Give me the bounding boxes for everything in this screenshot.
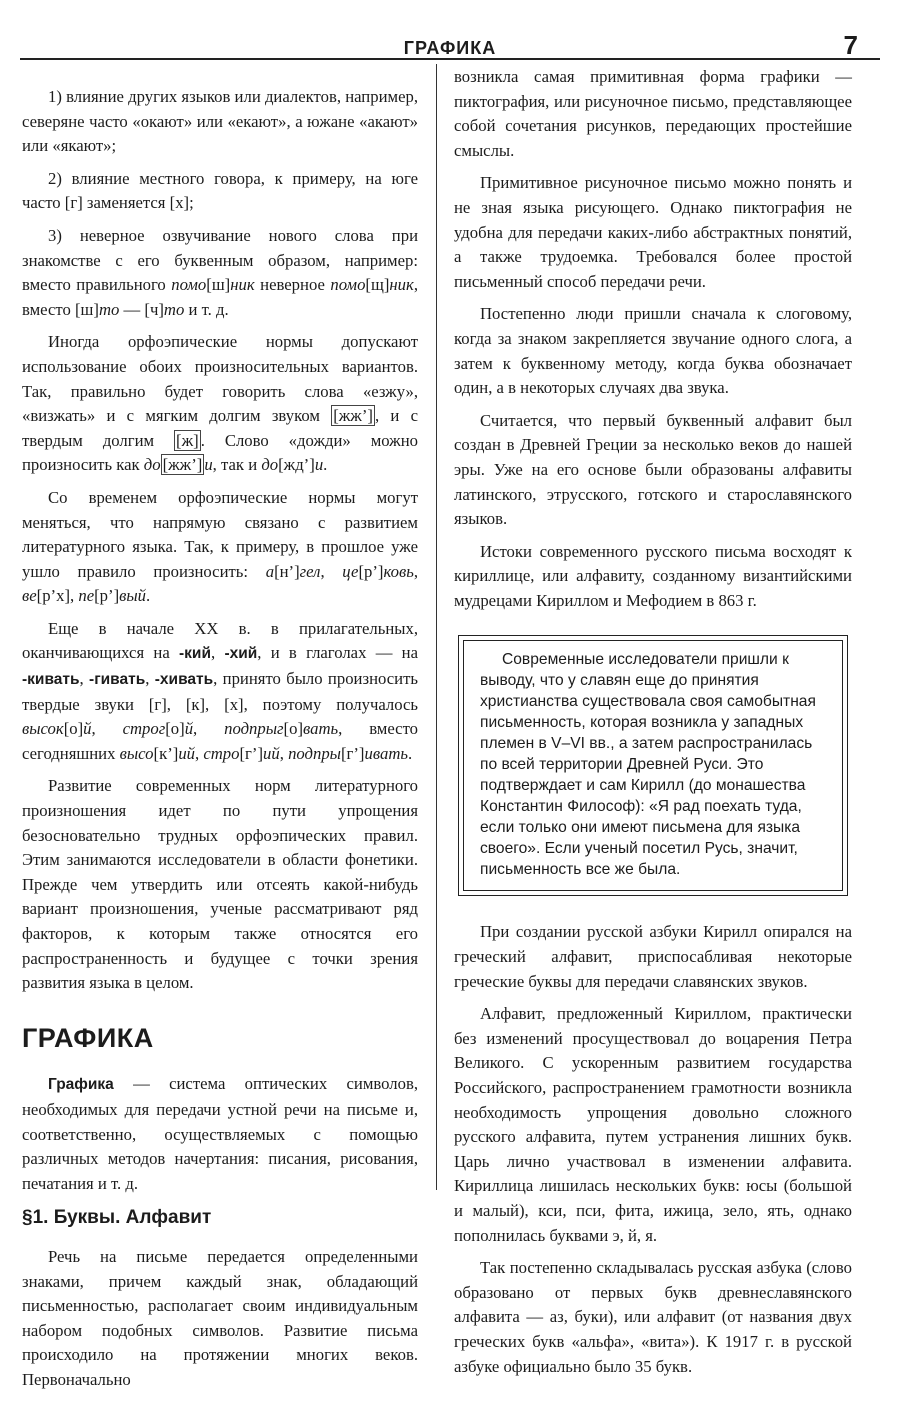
subsection-heading: §1. Буквы. Алфавит (22, 1207, 212, 1229)
paragraph: Примитивное рисуночное письмо можно понять и не зная языка рисующего. Однако пиктография не удобна для передачи каких-либо абстрактных понятий, а также трудоемка. Требовался более простой письменный способ передачи речи. (454, 173, 852, 291)
header-rule (20, 58, 880, 60)
left-column (22, 85, 418, 1401)
paragraph: Еще в начале XX в. в прилагательных, оканчивающихся на -кий, -хий, и в глаголах — на -кивать, -гивать, -хивать, принято было произносить твердые звуки [г], [к], [х], поэтому получалось высок[о]й, строг[о]й, подпрыг[о]вать, вместо сегодняшних высо[к’]ий, стро[г’]ий, подпры[г’]ивать. (22, 618, 419, 763)
paragraph: 2) влияние местного говора, к примеру, на юге часто [г] заменяется [х]; (22, 168, 418, 213)
paragraph: Развитие современных норм литературного произношения идет по пути упрощения безосновательно трудных орфоэпических правил. Этим занимаются исследователи в области фонетики. Прежде чем утвердить или отсеять какой-нибудь вариант произношения, ученые рассматривают ряд факторов, к которым также относятся его распространенность и будущее с точки зрения развития языка в целом. (22, 776, 418, 993)
page-number: 7 (843, 30, 858, 60)
paragraph: Речь на письме передается определенными знаками, причем каждый знак, обладающий письменностью, располагает своим индивидуальным набором подобных символов. Развитие письма происходило на протяжении многих веков. Первоначально (22, 1246, 418, 1389)
running-title: ГРАФИКА (403, 38, 497, 58)
paragraph: 1) влияние других языков или диалектов, например, северяне часто «окают» или «екают», а южане «акают» или «якают»; (22, 87, 418, 156)
paragraph: При создании русской азбуки Кирилл опирался на греческий алфавит, приспосабливая некоторые греческие буквы для передачи славянских звуков. (454, 922, 852, 991)
paragraph: Постепенно люди пришли сначала к слоговому, когда за знаком закрепляется звучание одного слога, а затем к буквенному методу, когда буква обозначает один, а в некоторых случаях два звука. (454, 304, 852, 398)
paragraph: Графика — система оптических символов, необходимых для передачи устной речи на письме и, соответственно, осуществляемых с помощью различных методов начертания: писания, рисования, печатания и т. д. (22, 1074, 418, 1193)
column-divider (436, 64, 437, 1190)
paragraph: Считается, что первый буквенный алфавит был создан в Древней Греции за несколько веков до нашей эры. Уже на его основе были образованы алфавиты латинского, этрусского, готского и старославянского языков. (454, 410, 852, 529)
defined-term: Графика (48, 1076, 114, 1094)
info-box (458, 635, 848, 896)
paragraph: возникла самая примитивная форма графики — пиктография, или рисуночное письмо, представляющее собой сочетания рисунков, передающих простейшие смыслы. (454, 67, 852, 160)
paragraph: Иногда орфоэпические нормы допускают использование обоих произносительных вариантов. Так, правильно будет говорить слова «езжу», «визжать» и с мягким долгим звуком [жж’] , и с твердым долгим [ж] . Слово «дожди» можно произносить как до [жж’] и, так и до[жд’]и. (22, 332, 419, 475)
paragraph: Со временем орфоэпические нормы могут меняться, что напрямую связано с развитием литературного языка. Так, к примеру, в прошлое уже ушло правило произносить: а[н’]гел, це[р’]ковь, ве[р’х], пе[р’]вый. (22, 487, 419, 606)
paragraph: Истоки современного русского письма восходят к кириллице, или алфавиту, созданному византийскими мудрецами Кириллом и Мефодием в 863 г. (454, 541, 852, 610)
info-box-text: Современные исследователи пришли к выводу, что у славян еще до принятия христианства существовала своя самобытная письменность, которая возникла у западных племен в V–VI вв., а затем распространилась по всей территории Древней Руси. Это подтверждает и сам Кирилл (до монашества Константин Философ): «Я рад поехать туда, если только они имеют письмена для языка своего». Если ученый посетил Русь, значит, письменность все же была. (480, 651, 816, 879)
section-heading: ГРАФИКА (22, 1022, 154, 1053)
right-column (454, 65, 852, 1387)
paragraph: Так постепенно складывалась русская азбука (слово образовано от первых букв древнеславянского алфавита — аз, буки), или алфавит (от названия двух греческих букв «альфа», «вита»). К 1917 г. в русской азбуке официально было 35 букв. (454, 1258, 852, 1376)
paragraph: Алфавит, предложенный Кириллом, практически без изменений просуществовал до воцарения Петра Великого. С ускоренным развитием государства Российского, распространением грамотности возникла необходимость упрощения довольно сложного русского алфавита, путем устранения лишних букв. Царь лично участвовал в изменении алфавита. Кириллица лишилась нескольких букв: юсы (большой и малый), кси, пси, фита, ижица, зело, ять, однако пополнилась буквами э, й, я. (454, 1004, 852, 1245)
paragraph: 3) неверное озвучивание нового слова при знакомстве с его буквенным образом, например: вместо правильного помо[ш]ник неверное помо[щ]ник, вместо [ш]то — [ч]то и т. д. (22, 225, 418, 319)
